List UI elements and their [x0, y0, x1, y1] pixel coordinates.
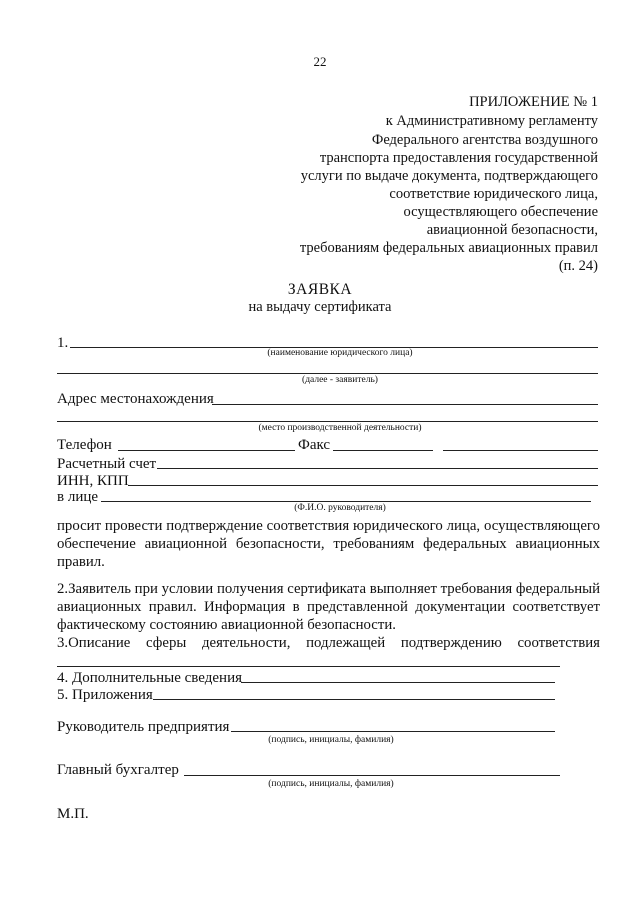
annex-line-9: требованиям федеральных авиационных правил: [299, 240, 598, 256]
director-sign-line: [231, 731, 555, 732]
inn-label: ИНН, КПП: [57, 473, 129, 489]
item4-label: 4. Дополнительные сведения: [57, 670, 243, 686]
item5-line: [153, 699, 555, 700]
request-paragraph: просит провести подтверждение соответствия юридического лица, осуществляющего обеспечение авиационной безопасности, требованиям федеральных авиационных правил.: [57, 518, 600, 570]
annex-line-1: ПРИЛОЖЕНИЕ № 1: [469, 94, 598, 110]
phone-label: Телефон: [57, 437, 112, 453]
org-name-line-2: [57, 373, 598, 374]
person-label: в лице: [57, 489, 99, 505]
annex-line-4: транспорта предоставления государственной: [319, 150, 598, 166]
fax-line-2: [443, 450, 598, 451]
accountant-sign-line: [184, 775, 560, 776]
item4-line: [241, 682, 555, 683]
item5-label: 5. Приложения: [57, 687, 153, 703]
director-label: Руководитель предприятия: [57, 719, 230, 735]
person-line: [101, 501, 591, 502]
annex-line-10: (п. 24): [558, 258, 598, 274]
item3-line: [57, 666, 560, 667]
document-title: ЗАЯВКА: [287, 281, 353, 298]
page-number: 22: [313, 54, 327, 69]
document-subtitle: на выдачу сертификата: [248, 299, 392, 315]
director-sign-caption: (подпись, инициалы, фамилия): [268, 735, 394, 745]
accountant-sign-caption: (подпись, инициалы, фамилия): [268, 779, 394, 789]
item1-label: 1.: [57, 335, 69, 351]
annex-line-7: осуществляющего обеспечение: [403, 204, 598, 220]
address-line-2: [57, 421, 598, 422]
address-line: [212, 404, 598, 405]
applicant-caption: (далее - заявитель): [302, 375, 378, 385]
annex-line-3: Федерального агентства воздушного: [371, 132, 598, 148]
head-caption: (Ф.И.О. руководителя): [294, 503, 386, 513]
fax-line: [333, 450, 433, 451]
org-name-caption: (наименование юридического лица): [267, 348, 413, 358]
account-line: [157, 468, 598, 469]
item2-paragraph: 2.Заявитель при условии получения сертификата выполняет требования федеральный авиационных правил. Информация в представленной документации соответствует фактическому состоянию авиационной безопасности.: [57, 581, 600, 633]
annex-line-2: к Административному регламенту: [385, 113, 598, 129]
accountant-label: Главный бухгалтер: [57, 762, 179, 778]
phone-line: [118, 450, 295, 451]
account-label: Расчетный счет: [57, 456, 157, 472]
annex-line-6: соответствие юридического лица,: [389, 186, 598, 202]
address-label: Адрес местонахождения: [57, 391, 214, 407]
place-caption: (место производственной деятельности): [258, 423, 422, 433]
item3-text: 3.Описание сферы деятельности, подлежащей подтверждению соответствия: [57, 635, 600, 651]
inn-line: [128, 485, 598, 486]
fax-label: Факс: [298, 437, 331, 453]
stamp-label: М.П.: [57, 806, 89, 822]
annex-line-8: авиационной безопасности,: [426, 222, 598, 238]
annex-line-5: услуги по выдаче документа, подтверждающего: [300, 168, 598, 184]
